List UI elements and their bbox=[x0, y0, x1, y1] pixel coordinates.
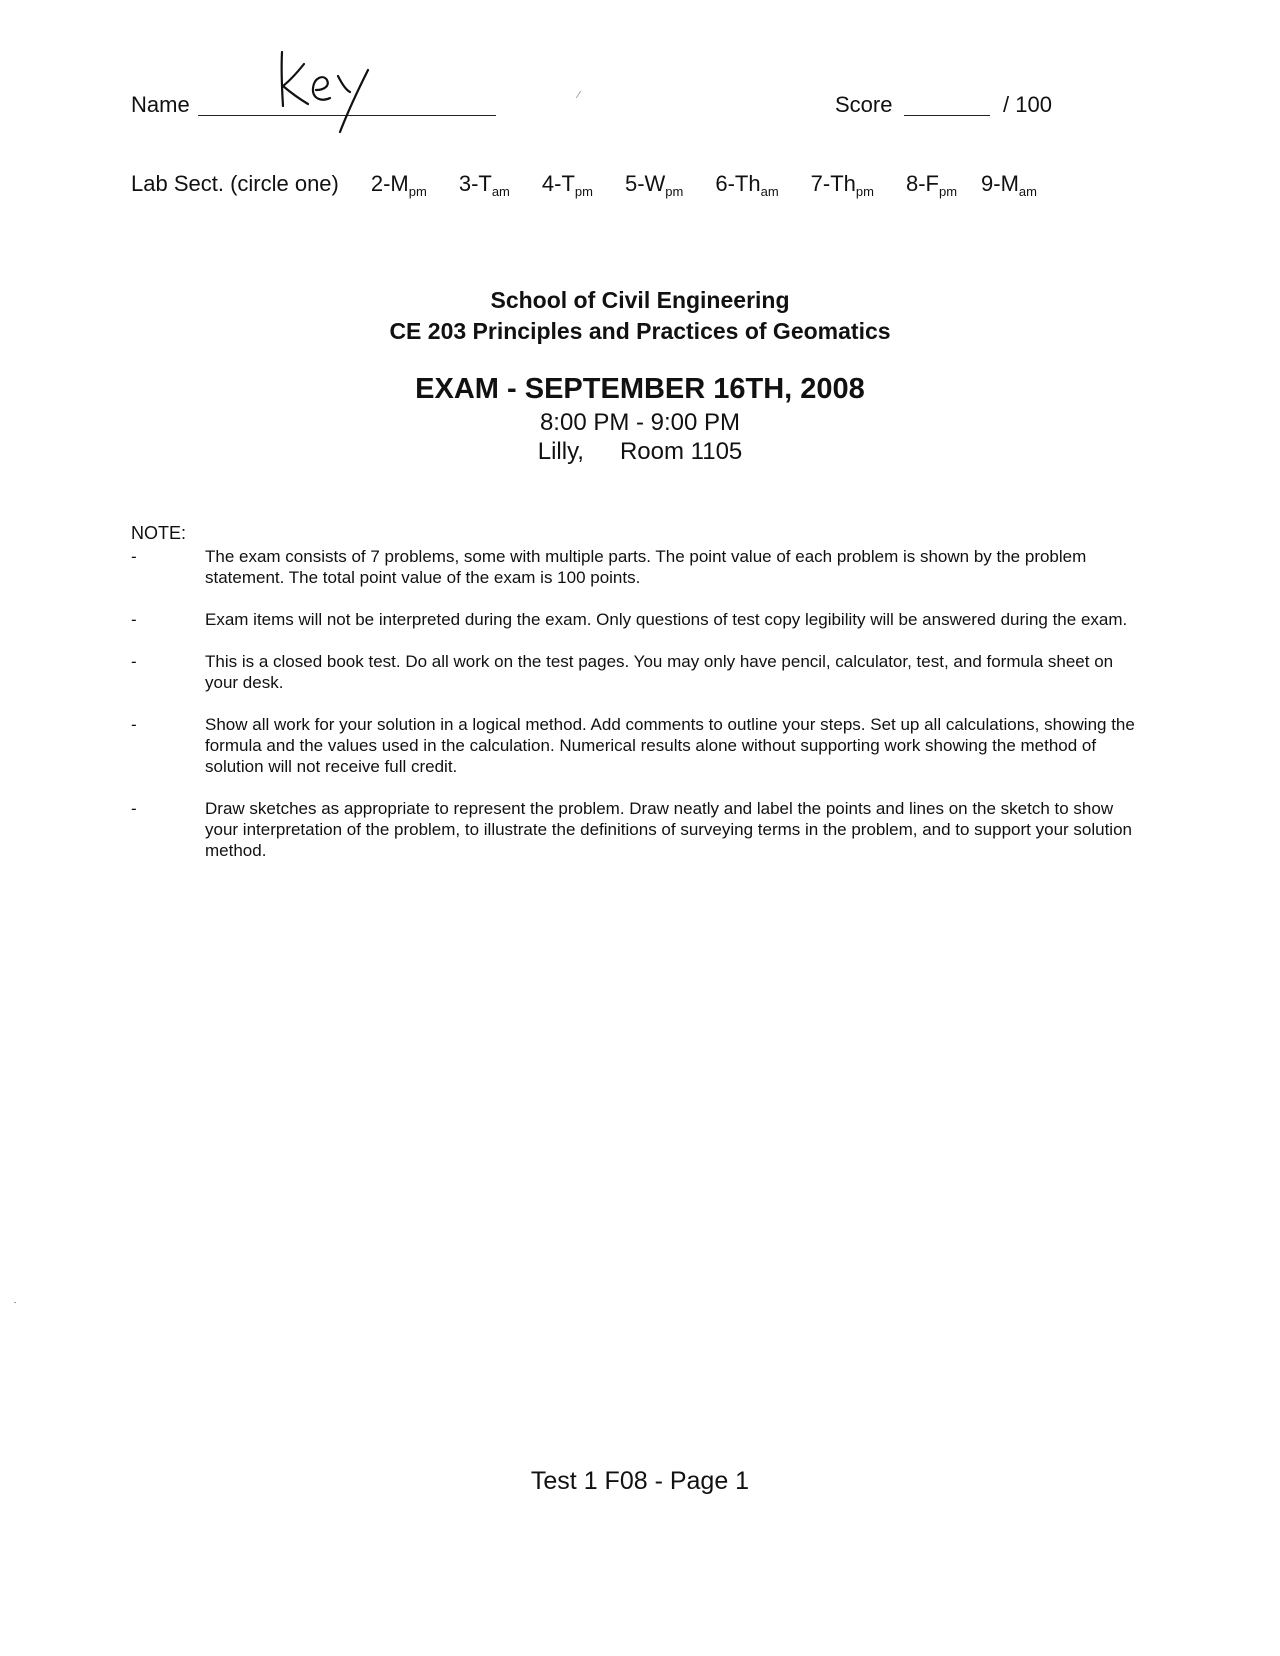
exam-title: EXAM - SEPTEMBER 16TH, 2008 bbox=[415, 373, 865, 405]
note-label: NOTE: bbox=[131, 523, 187, 543]
note-item bbox=[131, 798, 1141, 861]
exam-room: Room 1105 bbox=[619, 438, 743, 465]
note-bullet: - bbox=[131, 715, 137, 734]
exam-time: 8:00 PM - 9:00 PM bbox=[539, 409, 741, 436]
notes-list bbox=[131, 546, 1141, 882]
note-bullet: - bbox=[131, 652, 137, 671]
name-label: Name bbox=[131, 92, 190, 117]
lab-option[interactable]: $7-Th_{pm}$ bbox=[810, 171, 874, 199]
page-footer: Test 1 F08 - Page 1 bbox=[530, 1467, 750, 1495]
lab-option[interactable]: $6-Th_{am}$ bbox=[715, 171, 779, 199]
lab-option[interactable]: $9-M_{am}$ bbox=[981, 171, 1037, 199]
stray-mark: ⁄ bbox=[578, 90, 580, 101]
lab-section-label: Lab Sect. (circle one) bbox=[131, 171, 339, 196]
exam-location bbox=[0, 438, 1280, 466]
lab-option[interactable]: $3-T_{am}$ bbox=[458, 171, 510, 199]
note-item bbox=[131, 546, 1141, 588]
lab-section-row bbox=[131, 171, 1037, 199]
note-item bbox=[131, 609, 1141, 630]
note-text: Draw sketches as appropriate to represent the problem. Draw neatly and label the points and lines on the sketch to show your interpretation of the problem, to illustrate the definitions of surveying terms in the problem, and to support your solution method. bbox=[205, 799, 1132, 860]
lab-option[interactable]: $5-W_{pm}$ bbox=[624, 171, 684, 199]
course-heading bbox=[0, 285, 1280, 347]
school-name: School of Civil Engineering bbox=[490, 287, 790, 313]
exam-building: Lilly, bbox=[537, 438, 584, 465]
lab-option[interactable]: $2-M_{pm}$ bbox=[370, 171, 427, 199]
note-text: Show all work for your solution in a logical method. Add comments to outline your steps. Set up all calculations, showing the formula and the values used in the calculation. Numerical results alone without supporting work showing the method of solution will not receive full credit. bbox=[205, 715, 1135, 776]
score-max: / 100 bbox=[1003, 92, 1052, 117]
note-item bbox=[131, 651, 1141, 693]
scan-speck bbox=[14, 1302, 16, 1303]
note-bullet: - bbox=[131, 547, 137, 566]
score-field[interactable] bbox=[904, 115, 990, 116]
note-text: The exam consists of 7 problems, some with multiple parts. The point value of each problem is shown by the problem statement. The total point value of the exam is 100 points. bbox=[205, 547, 1087, 587]
note-item bbox=[131, 714, 1141, 777]
note-text: This is a closed book test. Do all work on the test pages. You may only have pencil, calculator, test, and formula sheet on your desk. bbox=[205, 652, 1114, 692]
note-bullet: - bbox=[131, 799, 137, 818]
lab-option[interactable]: $4-T_{pm}$ bbox=[541, 171, 593, 199]
handwritten-name-key bbox=[270, 44, 410, 140]
note-text: Exam items will not be interpreted during the exam. Only questions of test copy legibility will be answered during the exam. bbox=[205, 610, 1128, 629]
note-bullet: - bbox=[131, 610, 137, 629]
lab-option[interactable]: $8-F_{pm}$ bbox=[905, 171, 958, 199]
score-label: Score bbox=[835, 92, 893, 117]
course-name: CE 203 Principles and Practices of Geomatics bbox=[389, 318, 891, 344]
